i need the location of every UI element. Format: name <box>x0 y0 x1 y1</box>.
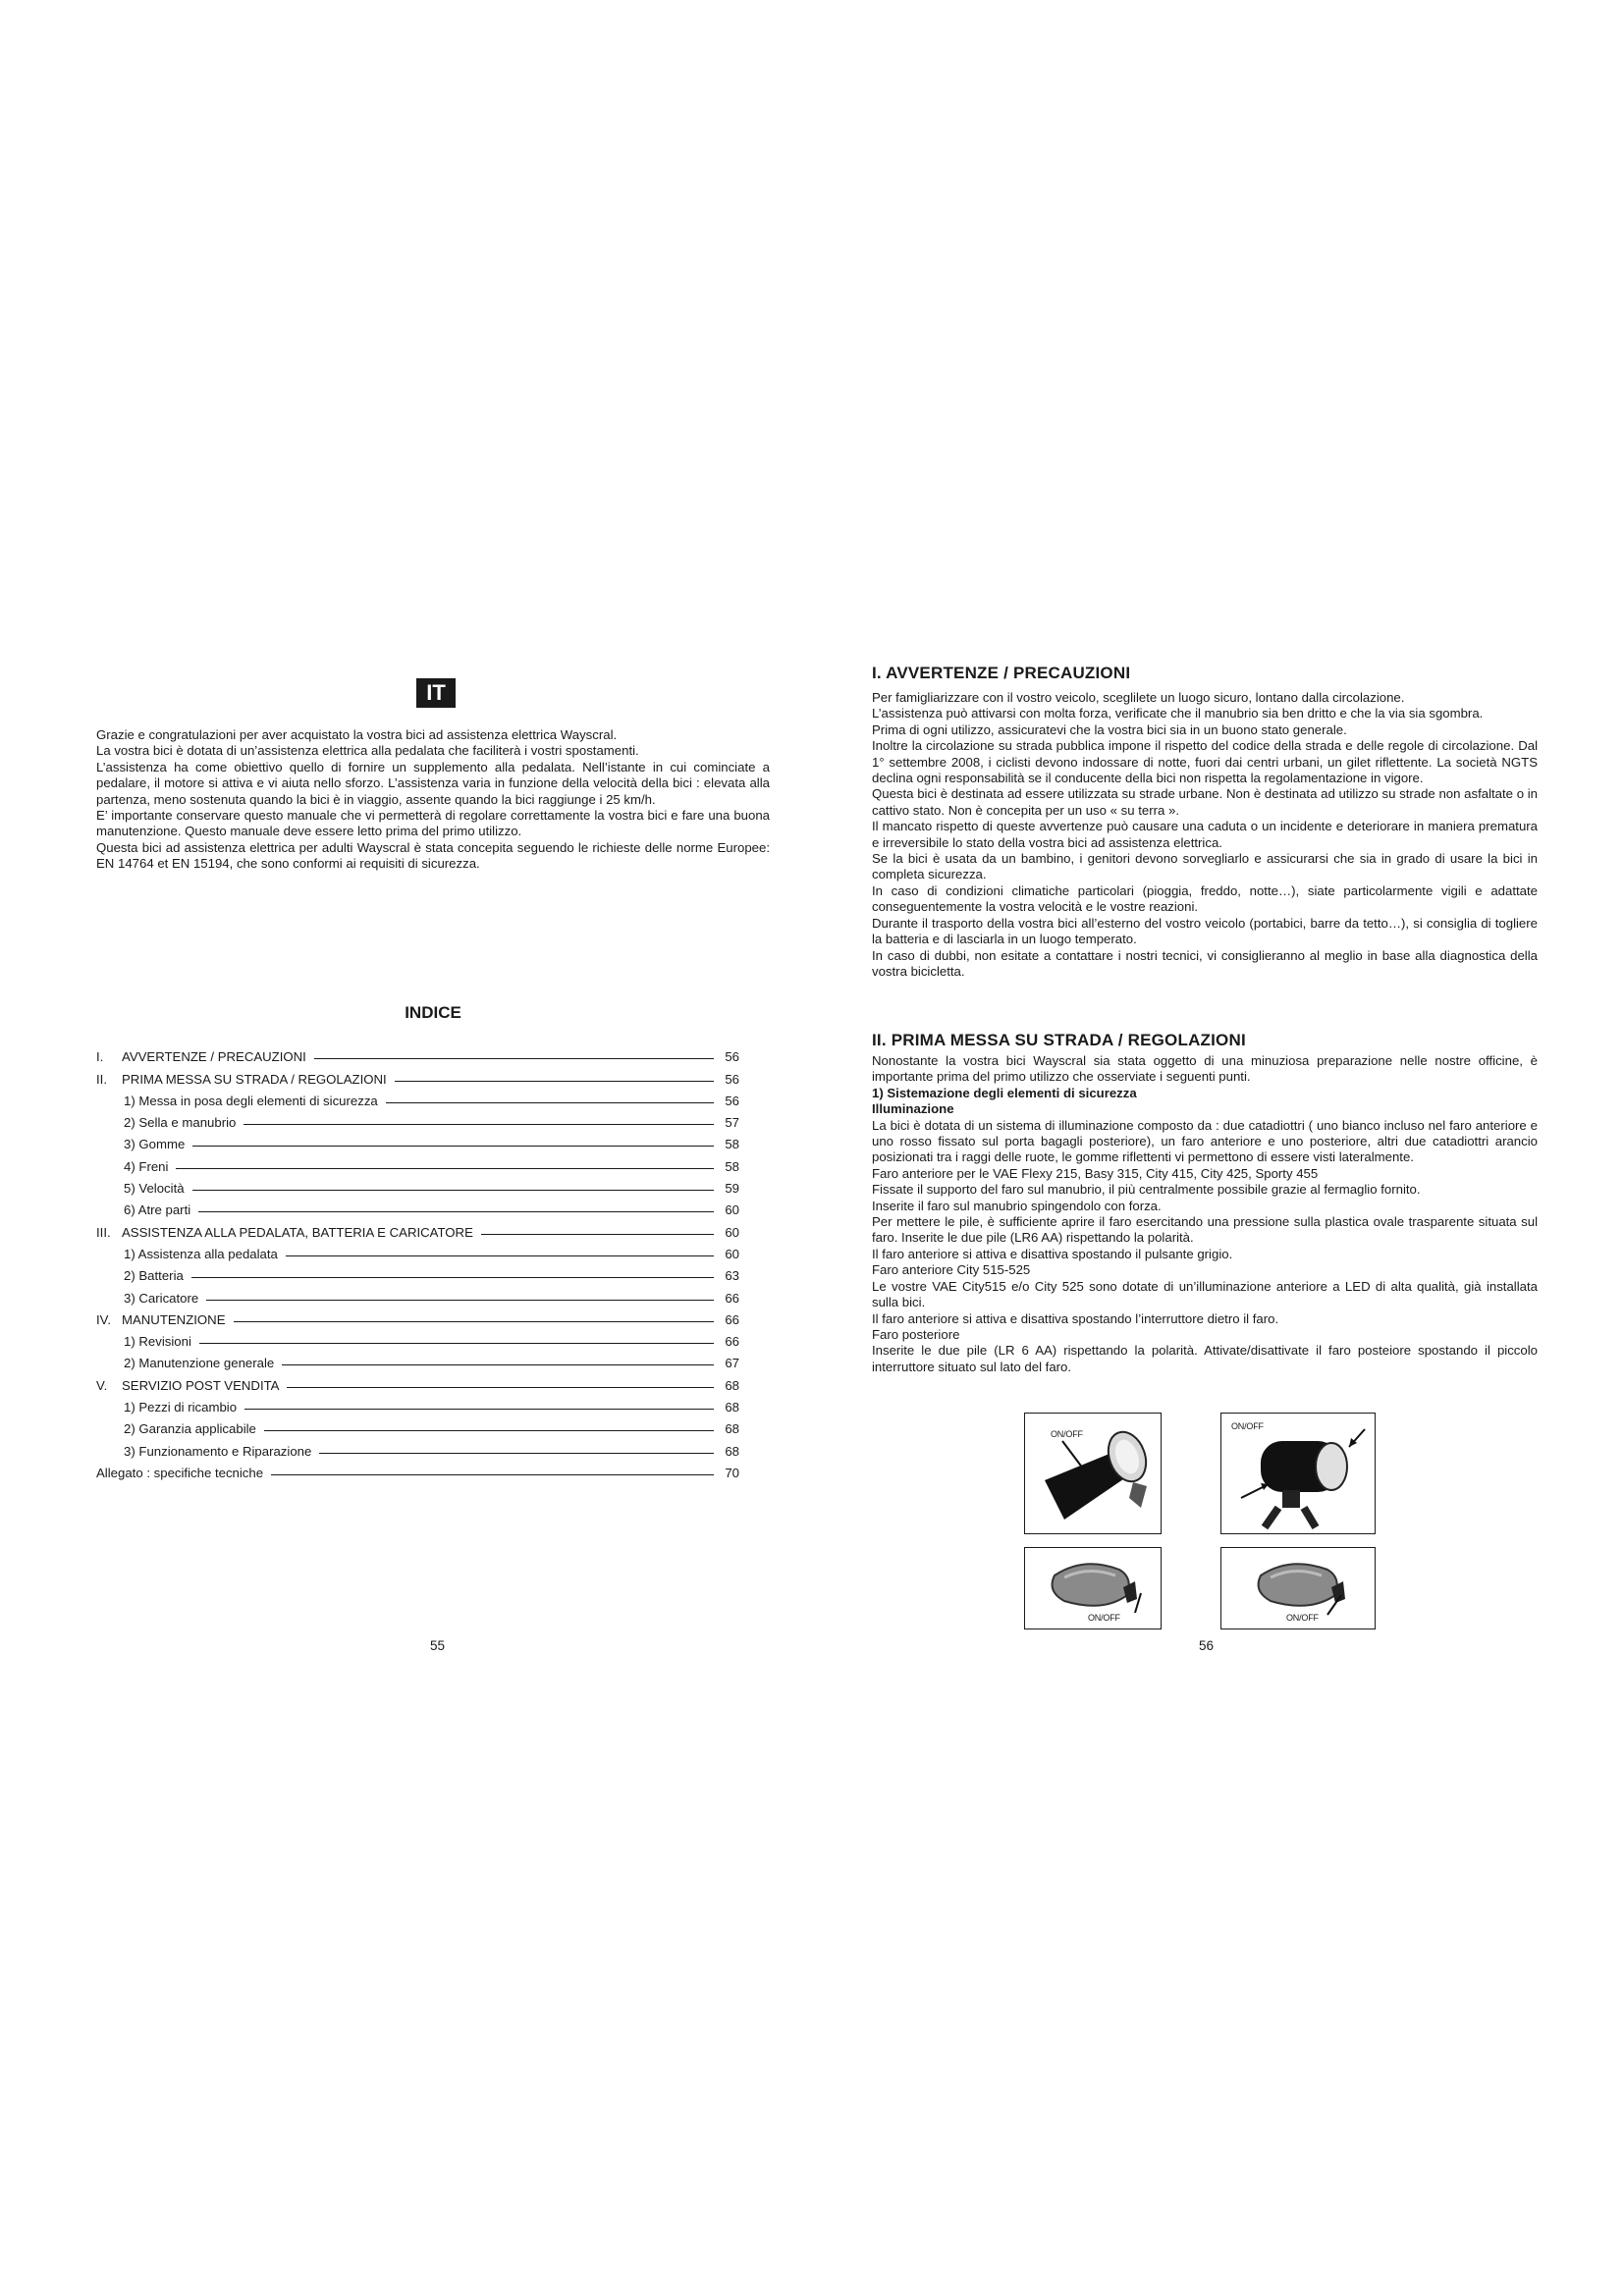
toc-row <box>96 1459 739 1480</box>
toc-row <box>96 1327 739 1349</box>
toc-label: 2) Garanzia applicabile <box>124 1421 256 1437</box>
toc-row <box>96 1415 739 1436</box>
warnings-paragraph: In caso di dubbi, non esitate a contattare i nostri tecnici, vi consiglieranno al meglio in base alla diagnostica della vostra bicicletta. <box>872 947 1538 979</box>
intro-paragraph: L’assistenza ha come obiettivo quello di fornire un supplemento alla pedalata. Nell’istante in cui cominciate a pedalare, il motore si attiva e vi aiuta nello sforzo. L’assistenza varia in funzione della velocità della bici : elevata alla partenza, meno sostenuta quando la bici è in viaggio, assente quando la bici raggiunge i 25 km/h. <box>96 759 770 807</box>
rear-light-photo-1 <box>1024 1547 1162 1629</box>
toc-page-number: 58 <box>725 1158 739 1174</box>
lighting-paragraph: Il faro anteriore si attiva e disattiva spostando il pulsante grigio. <box>872 1246 1233 1261</box>
lighting-paragraph: Inserite il faro sul manubrio spingendolo con forza. <box>872 1198 1162 1213</box>
warnings-paragraph: In caso di condizioni climatiche particolari (pioggia, freddo, notte…), siate particolarmente vigili e adattate conseguentemente la vostra velocità e le vostre reazioni. <box>872 882 1538 915</box>
toc-row <box>96 1261 739 1283</box>
toc-label: 2) Manutenzione generale <box>124 1356 275 1371</box>
toc-row <box>96 1306 739 1327</box>
toc-page-number: 56 <box>725 1049 739 1065</box>
subsection-title: 1) Sistemazione degli elementi di sicurezza <box>872 1085 1137 1100</box>
toc-page-number: 66 <box>725 1290 739 1306</box>
onoff-label: ON/OFF <box>1231 1421 1264 1431</box>
toc-leader-line <box>192 1146 714 1147</box>
intro-paragraph: Grazie e congratulazioni per aver acquistato la vostra bici ad assistenza elettrica Wayscral. <box>96 727 618 742</box>
toc-label: SERVIZIO POST VENDITA <box>122 1377 280 1393</box>
toc-page-number: 59 <box>725 1181 739 1197</box>
toc-label: 3) Funzionamento e Riparazione <box>124 1443 312 1459</box>
toc-row <box>96 1087 739 1108</box>
toc-leader-line <box>319 1453 714 1454</box>
toc-row <box>96 1130 739 1151</box>
toc-page-number: 68 <box>725 1377 739 1393</box>
toc-leader-line <box>287 1387 714 1388</box>
led-light-illustration <box>1221 1414 1375 1533</box>
lighting-paragraph: Faro anteriore per le VAE Flexy 215, Basy 315, City 415, City 425, Sporty 455 <box>872 1165 1319 1181</box>
toc-leader-line <box>244 1409 714 1410</box>
toc-label: MANUTENZIONE <box>122 1311 226 1327</box>
toc-leader-line <box>282 1364 714 1365</box>
toc-leader-line <box>206 1300 714 1301</box>
toc-page-number: 60 <box>725 1246 739 1261</box>
toc-label: 6) Atre parti <box>124 1202 191 1218</box>
index-title: INDICE <box>405 1003 461 1022</box>
toc-label: 1) Pezzi di ricambio <box>124 1400 238 1415</box>
setup-text <box>872 1053 1538 1375</box>
toc-label: PRIMA MESSA SU STRADA / REGOLAZIONI <box>122 1071 387 1087</box>
toc-page-number: 58 <box>725 1137 739 1152</box>
toc-leader-line <box>198 1211 714 1212</box>
front-light-photo-1 <box>1024 1413 1162 1534</box>
rear-light-photo-2 <box>1220 1547 1376 1629</box>
toc-row <box>96 1151 739 1173</box>
toc-label: ASSISTENZA ALLA PEDALATA, BATTERIA E CARICATORE <box>122 1224 473 1240</box>
toc-page-number: 57 <box>725 1115 739 1131</box>
warnings-paragraph: Se la bici è usata da un bambino, i genitori devono sorvegliarlo e assicurarsi che sia in grado di usare la bici in completa sicurezza. <box>872 851 1538 882</box>
warnings-paragraph: L’assistenza può attivarsi con molta forza, verificate che il manubrio sia ben dritto e che la via sia sgombra. <box>872 706 1484 721</box>
setup-intro: Nonostante la vostra bici Wayscral sia stata oggetto di una minuziosa preparazione nelle nostre officine, è importante prima del primo utilizzo che osserviate i seguenti punti. <box>872 1053 1538 1085</box>
toc-leader-line <box>234 1321 715 1322</box>
toc-number: II. <box>96 1071 107 1087</box>
toc-row <box>96 1042 739 1064</box>
warnings-text <box>872 690 1538 980</box>
toc-row <box>96 1064 739 1086</box>
toc-label: 2) Sella e manubrio <box>124 1115 237 1131</box>
onoff-label: ON/OFF <box>1051 1429 1083 1439</box>
toc-label: Allegato : specifiche tecniche <box>96 1465 264 1480</box>
onoff-label: ON/OFF <box>1286 1613 1319 1623</box>
toc-row <box>96 1393 739 1415</box>
lighting-paragraph: Fissate il supporto del faro sul manubrio, il più centralmente possibile grazie al fermaglio fornito. <box>872 1182 1421 1198</box>
toc-row <box>96 1196 739 1217</box>
lighting-paragraph: Faro posteriore <box>872 1326 960 1342</box>
toc-leader-line <box>286 1255 714 1256</box>
toc-row <box>96 1108 739 1130</box>
toc-row <box>96 1174 739 1196</box>
warnings-paragraph: Durante il trasporto della vostra bici all’esterno del vostro veicolo (portabici, barre da tetto…), si consiglia di togliere la batteria e di lasciarla in un luogo temperato. <box>872 915 1538 947</box>
intro-paragraph: La vostra bici è dotata di un’assistenza elettrica alla pedalata che faciliterà i vostri spostamenti. <box>96 743 639 759</box>
toc-row <box>96 1370 739 1392</box>
lighting-paragraph: Faro anteriore City 515-525 <box>872 1262 1031 1278</box>
lighting-paragraph: Il faro anteriore si attiva e disattiva spostando l’interruttore dietro il faro. <box>872 1310 1279 1326</box>
toc-leader-line <box>176 1168 714 1169</box>
toc-page-number: 68 <box>725 1400 739 1415</box>
toc-row <box>96 1240 739 1261</box>
toc-leader-line <box>395 1081 714 1082</box>
onoff-label: ON/OFF <box>1088 1613 1120 1623</box>
toc-page-number: 56 <box>725 1071 739 1087</box>
toc-row <box>96 1349 739 1370</box>
toc-number: I. <box>96 1049 104 1065</box>
front-light-illustration <box>1025 1414 1161 1533</box>
lighting-paragraph: Per mettere le pile, è sufficiente aprire il faro esercitando una pressione sulla plastica ovale trasparente situata sul faro. Inserite le due pile (LR6 AA) rispettando la polarità. <box>872 1214 1538 1246</box>
lighting-paragraph: La bici è dotata di un sistema di illuminazione composto da : due catadiottri ( uno bianco incluso nel faro anteriore e uno rosso fissato sul porta bagagli posteriore), un faro anteriore e uno posteriore, altri due catadiottri arancio posizionati tra i raggi delle ruote, le gomme riflettenti vi permettono di essere visti lateralmente. <box>872 1117 1538 1165</box>
intro-paragraph: Questa bici ad assistenza elettrica per adulti Wayscral è stata concepita seguendo le richieste delle norme Europee: EN 14764 et EN 15194, che sono conformi ai requisiti di sicurezza. <box>96 839 770 872</box>
warnings-paragraph: Questa bici è destinata ad essere utilizzata su strade urbane. Non è destinata ad utilizzo su strade non asfaltate o in cattivo stato. Non è concepita per un uso « su terra ». <box>872 786 1538 818</box>
toc-leader-line <box>192 1190 714 1191</box>
intro-paragraph: E’ importante conservare questo manuale che vi permetterà di regolare correttamente la vostra bici e fare una buona manutenzione. Questo manuale deve essere letto prima del primo utilizzo. <box>96 808 770 839</box>
toc-row <box>96 1217 739 1239</box>
toc-page-number: 66 <box>725 1334 739 1350</box>
toc-page-number: 60 <box>725 1224 739 1240</box>
section-title-warnings: I. AVVERTENZE / PRECAUZIONI <box>872 664 1131 682</box>
toc-label: 3) Gomme <box>124 1137 186 1152</box>
lighting-paragraph: Le vostre VAE City515 e/o City 525 sono dotate di un’illuminazione anteriore a LED di alta qualità, già installata sulla bici. <box>872 1278 1538 1310</box>
table-of-contents <box>96 1042 739 1480</box>
toc-label: 4) Freni <box>124 1158 169 1174</box>
lighting-title: Illuminazione <box>872 1101 954 1117</box>
toc-label: 1) Assistenza alla pedalata <box>124 1246 278 1261</box>
toc-page-number: 70 <box>725 1465 739 1480</box>
toc-leader-line <box>199 1343 714 1344</box>
warnings-paragraph: Il mancato rispetto di queste avvertenze può causare una caduta o un incidente e deteriorare in maniera prematura e irreversibile lo stato della vostra bici ad assistenza elettrica. <box>872 819 1538 850</box>
toc-label: 2) Batteria <box>124 1268 184 1284</box>
toc-number: V. <box>96 1377 108 1393</box>
toc-page-number: 67 <box>725 1356 739 1371</box>
toc-page-number: 66 <box>725 1311 739 1327</box>
lighting-paragraph: Inserite le due pile (LR 6 AA) rispettando la polarità. Attivate/disattivate il faro posteiore spostando il piccolo interruttore situato sul lato del faro. <box>872 1343 1538 1374</box>
language-badge: IT <box>416 678 456 708</box>
toc-leader-line <box>271 1474 714 1475</box>
toc-label: AVVERTENZE / PRECAUZIONI <box>122 1049 306 1065</box>
toc-page-number: 68 <box>725 1443 739 1459</box>
toc-leader-line <box>386 1102 714 1103</box>
page-number-left: 55 <box>430 1638 446 1653</box>
toc-number: III. <box>96 1224 111 1240</box>
toc-leader-line <box>191 1277 714 1278</box>
toc-leader-line <box>244 1124 714 1125</box>
toc-page-number: 56 <box>725 1093 739 1108</box>
toc-label: 1) Messa in posa degli elementi di sicurezza <box>124 1093 378 1108</box>
front-light-photo-2 <box>1220 1413 1376 1534</box>
toc-leader-line <box>481 1234 714 1235</box>
toc-page-number: 63 <box>725 1268 739 1284</box>
warnings-paragraph: Per famigliarizzare con il vostro veicolo, sceglilete un luogo sicuro, lontano dalla circolazione. <box>872 690 1405 705</box>
toc-leader-line <box>314 1058 714 1059</box>
toc-leader-line <box>264 1430 714 1431</box>
toc-row <box>96 1283 739 1305</box>
toc-row <box>96 1436 739 1458</box>
toc-label: 5) Velocità <box>124 1181 185 1197</box>
page-number-right: 56 <box>1199 1638 1215 1653</box>
intro-text <box>96 727 770 873</box>
section-title-setup: II. PRIMA MESSA SU STRADA / REGOLAZIONI <box>872 1031 1246 1049</box>
toc-page-number: 60 <box>725 1202 739 1218</box>
warnings-paragraph: Prima di ogni utilizzo, assicuratevi che la vostra bici sia in un buono stato generale. <box>872 721 1347 737</box>
warnings-paragraph: Inoltre la circolazione su strada pubblica impone il rispetto del codice della strada e delle regole di circolazione. Dal 1° settembre 2008, i ciclisti devono indossare di notte, fuori dai centri urbani, un gilet riflettente. La società NGTS declina ogni responsabilità se il conducente della bici non rispetta la regolamentazione in vigore. <box>872 738 1538 786</box>
toc-label: 1) Revisioni <box>124 1334 191 1350</box>
toc-number: IV. <box>96 1311 111 1327</box>
toc-page-number: 68 <box>725 1421 739 1437</box>
toc-label: 3) Caricatore <box>124 1290 199 1306</box>
